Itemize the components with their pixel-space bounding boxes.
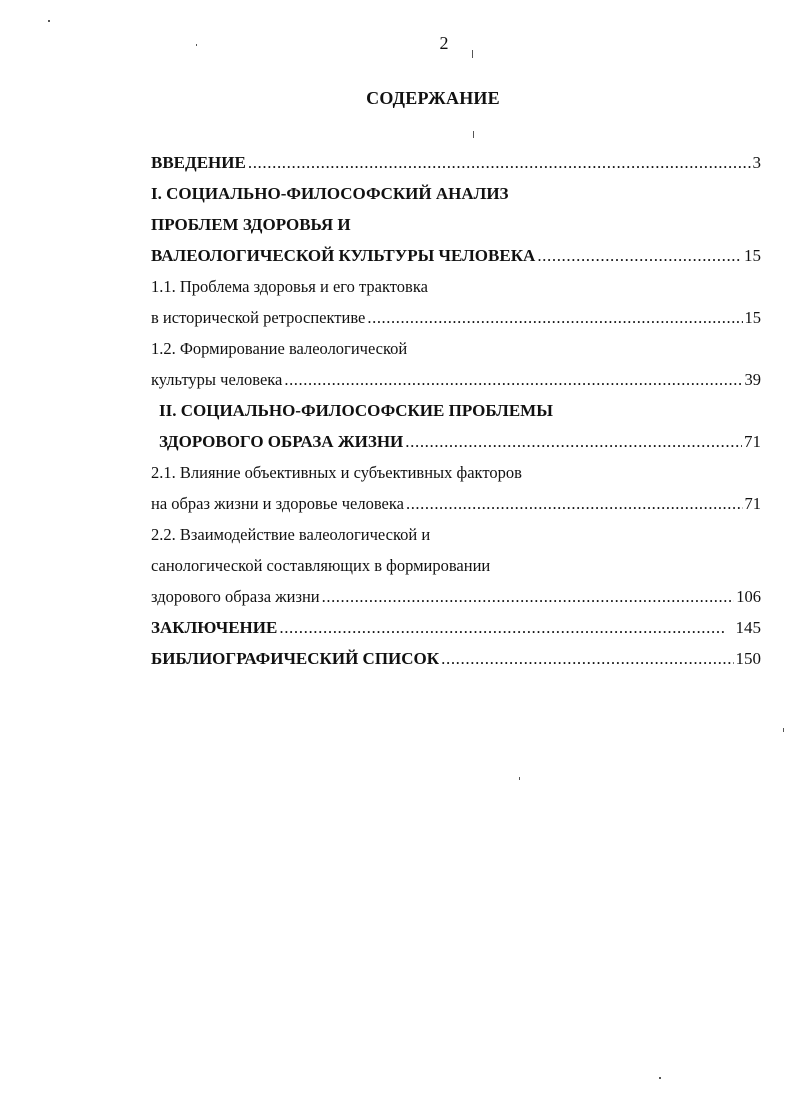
toc-entry-text: в исторической ретроспективе xyxy=(151,308,366,327)
toc-page-number: 106 xyxy=(736,587,761,606)
toc-entry-text: на образ жизни и здоровье человека xyxy=(151,494,404,513)
toc-entry-introduction[interactable] xyxy=(151,147,761,178)
toc-entry-bibliography[interactable] xyxy=(151,643,761,674)
toc-page-number: 145 xyxy=(735,618,761,637)
toc-entry-chapter-1-line-1[interactable] xyxy=(151,178,761,209)
toc-entry-text: ЗАКЛЮЧЕНИЕ xyxy=(151,618,278,637)
leader-dots xyxy=(248,147,751,178)
toc-entry-text: санологической составляющих в формировании xyxy=(151,556,491,575)
toc-page-number: 15 xyxy=(744,246,761,265)
leader-dots xyxy=(537,240,742,271)
toc-entry-section-2-2-line-3[interactable] xyxy=(151,581,761,612)
toc-entry-section-1-2-line-1[interactable] xyxy=(151,333,761,364)
toc-page-number: 71 xyxy=(744,432,761,451)
toc-entry-section-2-1-line-1[interactable] xyxy=(151,457,761,488)
leader-dots xyxy=(284,364,742,395)
scan-speck xyxy=(519,777,520,780)
leader-dots xyxy=(441,643,733,674)
leader-dots xyxy=(405,426,742,457)
scan-speck xyxy=(659,1077,661,1079)
toc-entry-chapter-2-line-1[interactable] xyxy=(151,395,761,426)
scan-speck xyxy=(48,20,50,22)
toc-entry-text: БИБЛИОГРАФИЧЕСКИЙ СПИСОК xyxy=(151,649,440,668)
toc-entry-text: I. СОЦИАЛЬНО-ФИЛОСОФСКИЙ АНАЛИЗ xyxy=(151,184,509,203)
toc-page-number: 71 xyxy=(744,494,761,513)
toc-entry-chapter-2-line-2[interactable] xyxy=(151,426,761,457)
table-of-contents xyxy=(151,147,761,674)
toc-entry-section-1-1-line-1[interactable] xyxy=(151,271,761,302)
toc-entry-text: 1.1. Проблема здоровья и его трактовка xyxy=(151,277,428,296)
toc-entry-section-2-2-line-2[interactable] xyxy=(151,550,761,581)
scan-speck xyxy=(473,131,474,138)
toc-entry-conclusion[interactable] xyxy=(151,612,761,643)
toc-entry-text: здорового образа жизни xyxy=(151,587,320,606)
toc-page-number: 39 xyxy=(744,370,761,389)
leader-dots xyxy=(406,488,743,519)
toc-entry-text: II. СОЦИАЛЬНО-ФИЛОСОФСКИЕ ПРОБЛЕМЫ xyxy=(159,401,553,420)
page-number: 2 xyxy=(439,33,449,53)
toc-entry-text: культуры человека xyxy=(151,370,283,389)
page-title: СОДЕРЖАНИЕ xyxy=(366,88,500,108)
toc-entry-section-2-1-line-2[interactable] xyxy=(151,488,761,519)
leader-dots xyxy=(279,612,723,643)
toc-entry-text: ПРОБЛЕМ ЗДОРОВЬЯ И xyxy=(151,215,351,234)
toc-entry-text: ЗДОРОВОГО ОБРАЗА ЖИЗНИ xyxy=(159,432,404,451)
toc-page-number: 150 xyxy=(735,649,761,668)
toc-entry-text: ВАЛЕОЛОГИЧЕСКОЙ КУЛЬТУРЫ ЧЕЛОВЕКА xyxy=(151,246,536,265)
leader-dots xyxy=(322,581,735,612)
toc-page-number: 15 xyxy=(744,308,761,327)
toc-entry-section-2-2-line-1[interactable] xyxy=(151,519,761,550)
toc-entry-text: 2.1. Влияние объективных и субъективных факторов xyxy=(151,463,522,482)
leader-dots xyxy=(367,302,742,333)
toc-entry-section-1-2-line-2[interactable] xyxy=(151,364,761,395)
toc-entry-text: 1.2. Формирование валеологической xyxy=(151,339,408,358)
scan-speck xyxy=(783,728,784,732)
toc-page-number: 3 xyxy=(752,153,761,172)
toc-entry-text: 2.2. Взаимодействие валеологической и xyxy=(151,525,431,544)
toc-entry-chapter-1-line-3[interactable] xyxy=(151,240,761,271)
toc-entry-chapter-1-line-2[interactable] xyxy=(151,209,761,240)
toc-entry-text: ВВЕДЕНИЕ xyxy=(151,153,246,172)
toc-entry-section-1-1-line-2[interactable] xyxy=(151,302,761,333)
